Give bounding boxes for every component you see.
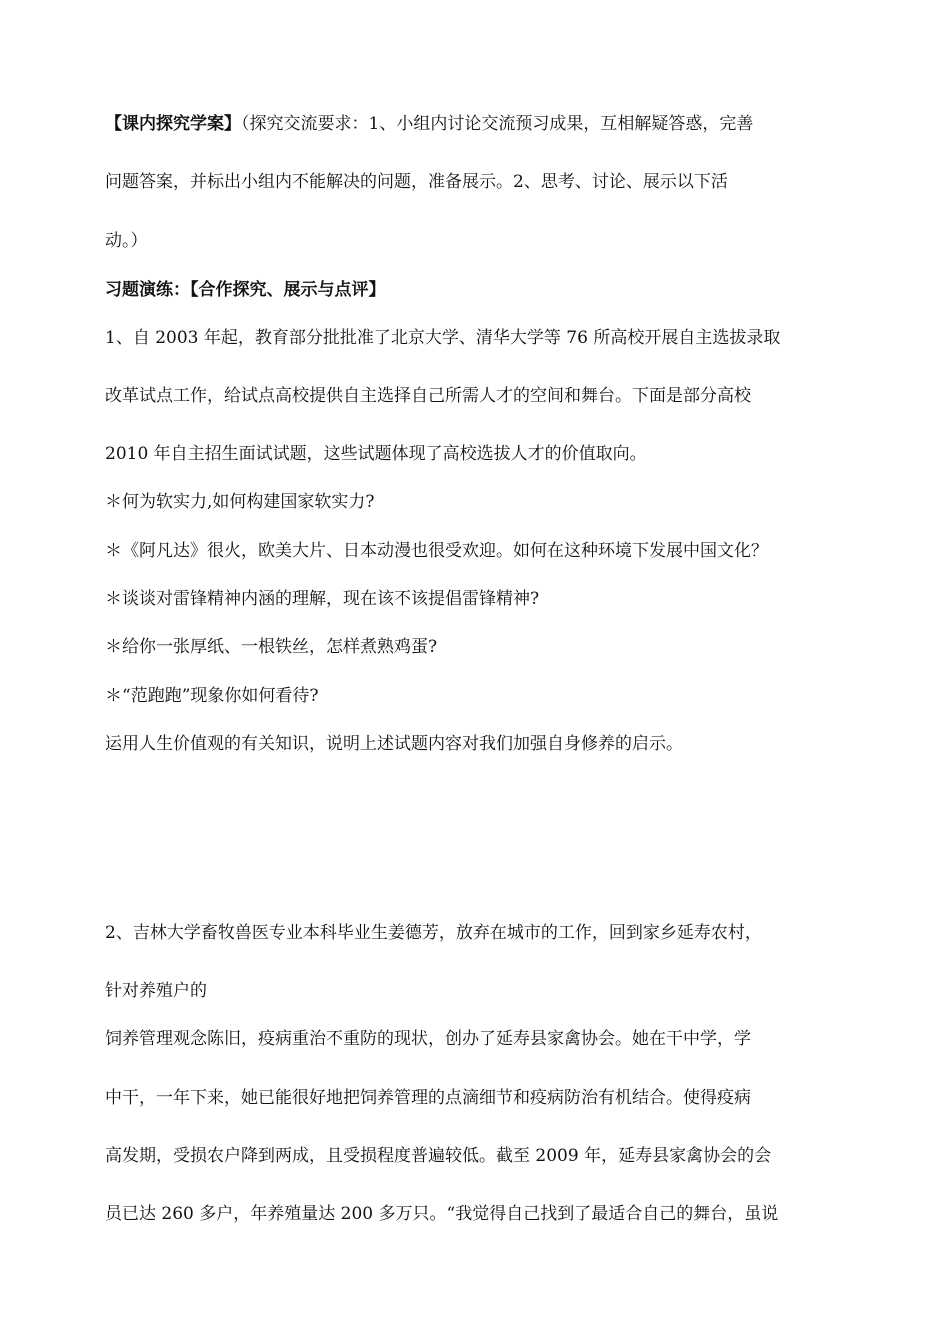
q2-line-1: 2、吉林大学畜牧兽医专业本科毕业生姜德芳，放弃在城市的工作，回到家乡延寿农村， — [105, 923, 762, 943]
q1-line-3: 2010 年自主招生面试试题，这些试题体现了高校选拔人才的价值取向。 — [105, 444, 647, 464]
q1-line-2: 改革试点工作，给试点高校提供自主选择自己所需人才的空间和舞台。下面是部分高校 — [105, 386, 751, 406]
q2-line-4: 中干，一年下来，她已能很好地把饲养管理的点滴细节和疫病防治有机结合。使得疫病 — [105, 1088, 751, 1108]
q1-line-1: 1、自 2003 年起，教育部分批批准了北京大学、清华大学等 76 所高校开展自主选拔录取 — [105, 328, 781, 348]
q2-line-2: 针对养殖户的 — [105, 981, 207, 1001]
q2-line-3: 饲养管理观念陈旧，疫病重治不重防的现状，创办了延寿县家禽协会。她在干中学，学 — [105, 1029, 751, 1049]
q1-item: ＊《阿凡达》很火，欧美大片、日本动漫也很受欢迎。如何在这种环境下发展中国文化？ — [105, 541, 768, 561]
section-intro-text: （探究交流要求：1、小组内讨论交流预习成果，互相解疑答惑，完善 — [241, 114, 754, 134]
section-intro-line-3: 动。） — [105, 231, 148, 251]
q2-line-5: 高发期，受损农户降到两成，且受损程度普遍较低。截至 2009 年，延寿县家禽协会的会 — [105, 1146, 772, 1166]
section-intro-line-2: 问题答案，并标出小组内不能解决的问题，准备展示。2、思考、讨论、展示以下活 — [105, 172, 728, 192]
q1-item: ＊何为软实力,如何构建国家软实力? — [105, 492, 375, 512]
q1-item: ＊“范跑跑”现象你如何看待? — [105, 686, 319, 706]
section-heading: 【课内探究学案】 — [105, 114, 241, 134]
q1-prompt: 运用人生价值观的有关知识，说明上述试题内容对我们加强自身修养的启示。 — [105, 734, 683, 754]
section-intro-line-1 — [105, 112, 753, 136]
q2-line-6: 员已达 260 多户，年养殖量达 200 多万只。“我觉得自己找到了最适合自己的舞台，虽说 — [105, 1204, 779, 1224]
exercise-heading: 习题演练：【合作探究、展示与点评】 — [105, 280, 386, 300]
q1-item: ＊谈谈对雷锋精神内涵的理解，现在该不该提倡雷锋精神? — [105, 589, 540, 609]
q1-item: ＊给你一张厚纸、一根铁丝，怎样煮熟鸡蛋? — [105, 637, 438, 657]
